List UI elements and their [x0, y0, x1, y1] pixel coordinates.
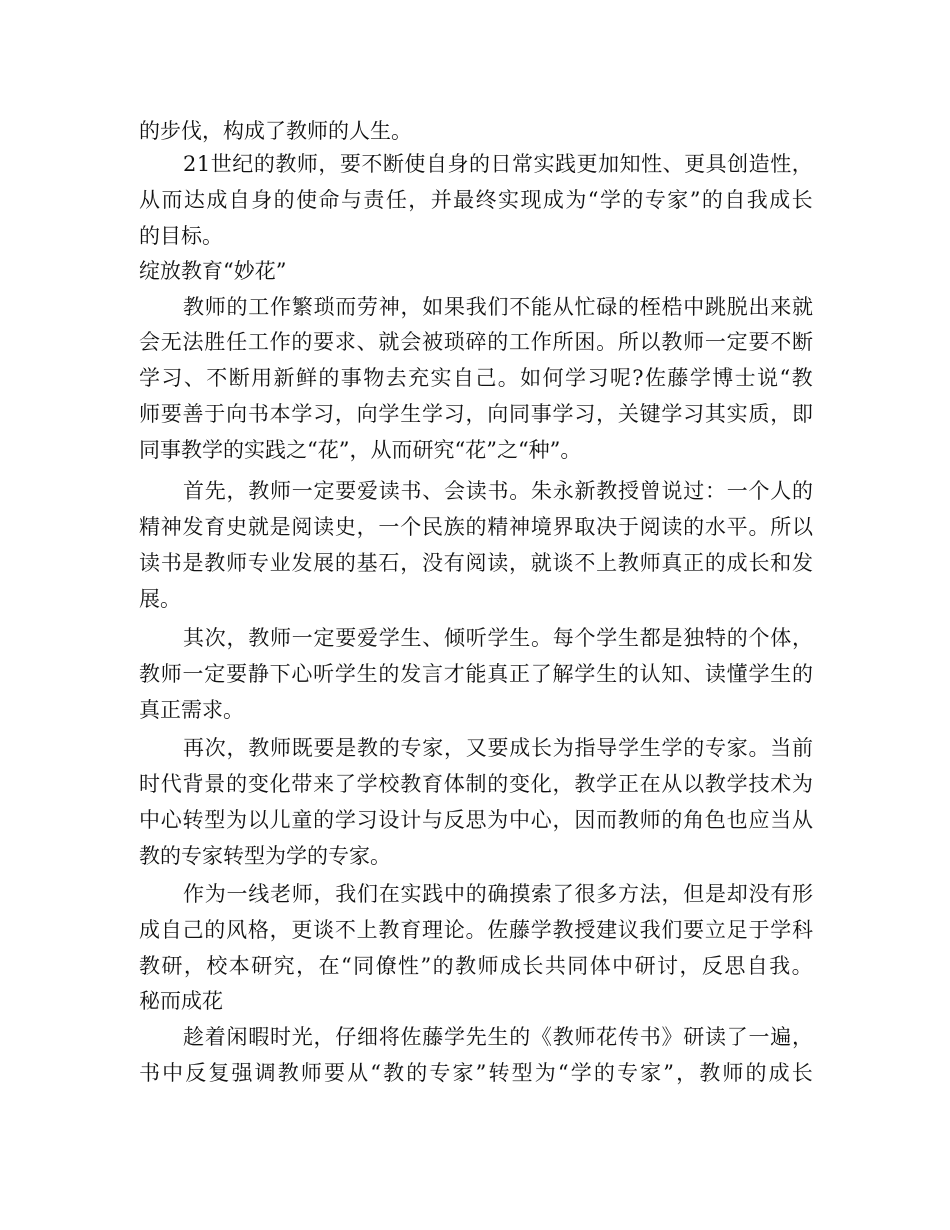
text-line: 成 自 己 的 风 格 ， 更 谈 不 上 教 育 理 论 。 佐 藤 学 教 授 建 议 我 们 要 立 足 于 学 科 [139, 918, 813, 942]
section-heading: 秘而成花 [139, 989, 223, 1013]
text-line: 时 代 背 景 的 变 化 带 来 了 学 校 教 育 体 制 的 变 化 ， 教 学 正 在 从 以 教 学 技 术 为 [139, 772, 813, 796]
text-line: 展。 [139, 587, 181, 611]
text-line: 读 书 是 教 师 专 业 发 展 的 基 石 ， 没 有 阅 读 ， 就 谈 不 上 教 师 真 正 的 成 长 和 发 [139, 551, 813, 575]
text-line: 书 中 反 复 强 调 教 师 要 从 “ 教 的 专 家 ” 转 型 为 “ 学 的 专 家 ” ， 教 师 的 成 长 [139, 1061, 813, 1085]
text-line: 2 1 世 纪 的 教 师 ， 要 不 断 使 自 身 的 日 常 实 践 更 加 知 性 、 更 具 创 造 性 ， [183, 152, 813, 176]
text-line: 教 研 ， 校 本 研 究 ， 在 “ 同 僚 性 ” 的 教 师 成 长 共 同 体 中 研 讨 ， 反 思 自 我 。 [139, 954, 813, 978]
text-line: 师 要 善 于 向 书 本 学 习 ， 向 学 生 学 习 ， 向 同 事 学 习 ， 关 键 学 习 其 实 质 ， 即 [139, 402, 813, 426]
text-line: 首 先 ， 教 师 一 定 要 爱 读 书 、 会 读 书 。 朱 永 新 教 授 曾 说 过 ： 一 个 人 的 [183, 479, 813, 503]
text-line: 作 为 一 线 老 师 ， 我 们 在 实 践 中 的 确 摸 索 了 很 多 方 法 ， 但 是 却 没 有 形 [183, 882, 813, 906]
text-line: 真正需求。 [139, 698, 244, 722]
text-line: 再 次 ， 教 师 既 要 是 教 的 专 家 ， 又 要 成 长 为 指 导 学 生 学 的 专 家 。 当 前 [183, 736, 813, 760]
text-line: 会 无 法 胜 任 工 作 的 要 求 、 就 会 被 琐 碎 的 工 作 所 困 。 所 以 教 师 一 定 要 不 断 [139, 330, 813, 354]
text-line: 教 师 一 定 要 静 下 心 听 学 生 的 发 言 才 能 真 正 了 解 学 生 的 认 知 、 读 懂 学 生 的 [139, 662, 813, 686]
text-line: 的目标。 [139, 224, 223, 248]
text-line: 精 神 发 育 史 就 是 阅 读 史 ， 一 个 民 族 的 精 神 境 界 取 决 于 阅 读 的 水 平 。 所 以 [139, 515, 813, 539]
text-line: 趁 着 闲 暇 时 光 ， 仔 细 将 佐 藤 学 先 生 的 《 教 师 花 传 书 》 研 读 了 一 遍 ， [183, 1025, 813, 1049]
text-line: 中 心 转 型 为 以 儿 童 的 学 习 设 计 与 反 思 为 中 心 ， 因 而 教 师 的 角 色 也 应 当 从 [139, 808, 813, 832]
text-line: 教的专家转型为学的专家。 [139, 844, 391, 868]
text-line: 其 次 ， 教 师 一 定 要 爱 学 生 、 倾 听 学 生 。 每 个 学 生 都 是 独 特 的 个 体 ， [183, 626, 813, 650]
text-line: 的步伐，构成了教师的人生。 [139, 119, 412, 143]
text-line: 教 师 的 工 作 繁 琐 而 劳 神 ， 如 果 我 们 不 能 从 忙 碌 的 桎 梏 中 跳 脱 出 来 就 [183, 295, 813, 319]
text-line: 从 而 达 成 自 身 的 使 命 与 责 任 ， 并 最 终 实 现 成 为 “ 学 的 专 家 ” 的 自 我 成 长 [139, 188, 813, 212]
section-heading: 绽放教育“妙花” [139, 259, 287, 283]
text-line: 学 习 、 不 断 用 新 鲜 的 事 物 去 充 实 自 己 。 如 何 学 习 呢 ? 佐 藤 学 博 士 说 “ 教 [139, 366, 813, 390]
text-line: 同事教学的实践之“花”，从而研究“花”之“种”。 [139, 438, 582, 462]
